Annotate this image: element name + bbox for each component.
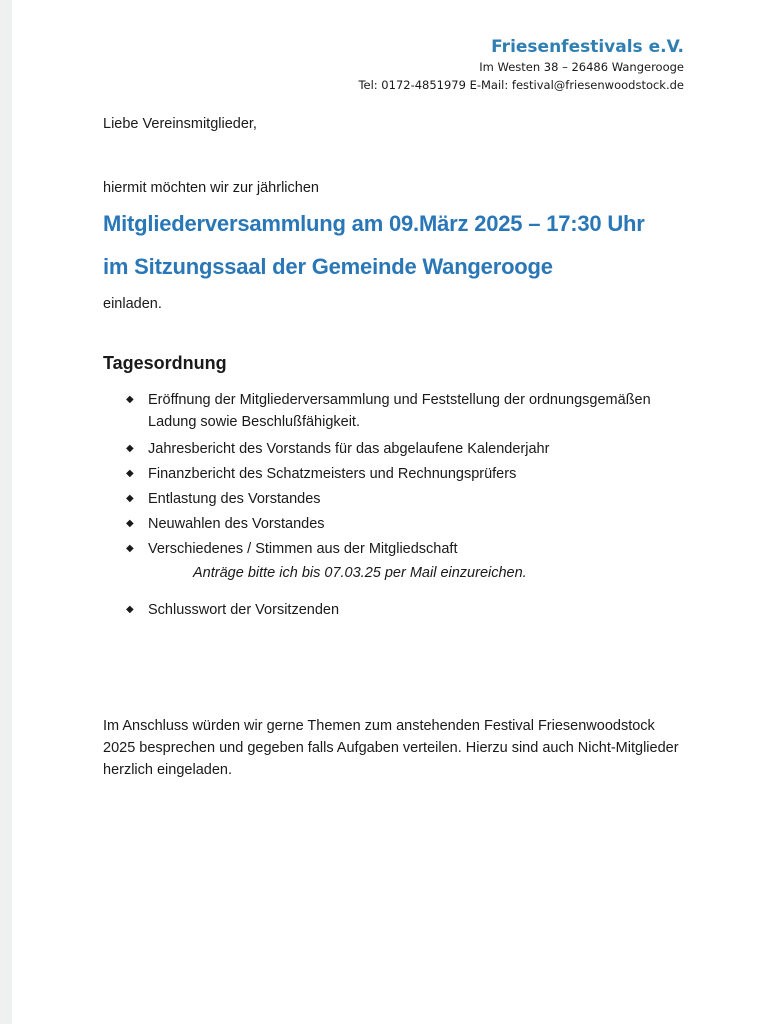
agenda-item (126, 513, 688, 535)
org-name: Friesenfestivals e.V. (491, 37, 684, 57)
agenda-title: Tagesordnung (103, 353, 227, 373)
org-contact: Tel: 0172-4851979 E-Mail: festival@friesenwoodstock.de (358, 78, 684, 92)
agenda-item (126, 438, 688, 460)
intro-text: hiermit möchten wir zur jährlichen (103, 180, 319, 196)
agenda-item (126, 488, 688, 510)
agenda-item-text: Verschiedenes / Stimmen aus der Mitgliedschaft (148, 541, 458, 557)
meeting-headline: Mitgliederversammlung am 09.März 2025 – 17:30 Uhr (103, 211, 645, 236)
diamond-bullet-icon: ◆ (126, 443, 134, 454)
agenda-item-text: Jahresbericht des Vorstands für das abgelaufene Kalenderjahr (148, 441, 550, 457)
meeting-location: im Sitzungssaal der Gemeinde Wangerooge (103, 254, 553, 279)
agenda-note: Anträge bitte ich bis 07.03.25 per Mail einzureichen. (193, 565, 527, 581)
agenda-item-text: Schlusswort der Vorsitzenden (148, 602, 340, 618)
diamond-bullet-icon: ◆ (126, 604, 134, 615)
closing-paragraph: Im Anschluss würden wir gerne Themen zum anstehenden Festival Friesenwoodstock 2025 besprechen und gegeben falls Aufgaben verteilen. Hierzu sind auch Nicht-Mitglieder herzlich eingeladen. (103, 718, 679, 778)
org-address: Im Westen 38 – 26486 Wangerooge (479, 60, 684, 74)
diamond-bullet-icon: ◆ (126, 493, 134, 504)
greeting: Liebe Vereinsmitglieder, (103, 116, 257, 132)
agenda-item (126, 463, 688, 485)
agenda-item-text: Eröffnung der Mitgliederversammlung und Feststellung der ordnungsgemäßen Ladung sowie Beschlußfähigkeit. (148, 392, 651, 430)
diamond-bullet-icon: ◆ (126, 394, 134, 405)
agenda-item (126, 389, 688, 433)
diamond-bullet-icon: ◆ (126, 518, 134, 529)
diamond-bullet-icon: ◆ (126, 543, 134, 554)
agenda-item-text: Neuwahlen des Vorstandes (148, 516, 325, 532)
letterhead (358, 36, 684, 94)
agenda-item-text: Finanzbericht des Schatzmeisters und Rechnungsprüfers (148, 466, 517, 482)
agenda-item-text: Entlastung des Vorstandes (148, 491, 321, 507)
document-page (12, 0, 772, 1024)
diamond-bullet-icon: ◆ (126, 468, 134, 479)
invite-text: einladen. (103, 296, 162, 312)
agenda-item (126, 538, 688, 560)
agenda-item (126, 599, 688, 621)
